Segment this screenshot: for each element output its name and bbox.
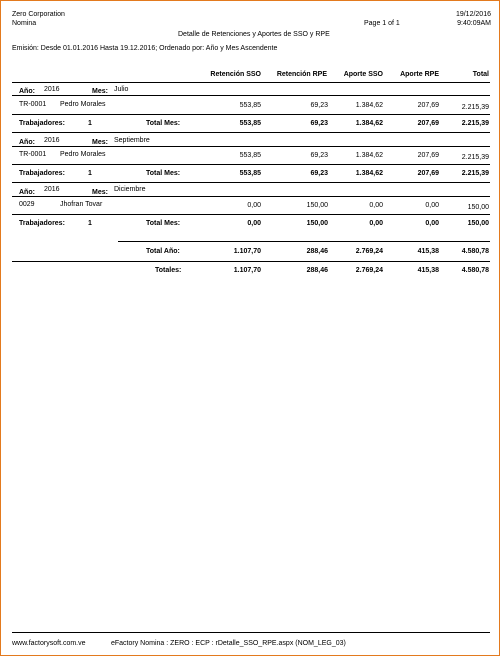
group-divider: [12, 95, 490, 96]
company-name: Zero Corporation: [12, 11, 65, 18]
cell-aporte-sso: 1.384,62: [355, 152, 383, 159]
month-total-retencion-rpe: 69,23: [310, 120, 328, 127]
month-total-aporte-rpe: 0,00: [425, 220, 439, 227]
cell-aporte-rpe: 0,00: [425, 202, 439, 209]
grand-total-retencion-sso: 1.107,70: [233, 267, 261, 274]
grand-total: 4.580,78: [461, 267, 489, 274]
year-total-retencion-rpe: 288,46: [306, 248, 328, 255]
cell-retencion-sso: 553,85: [239, 152, 261, 159]
month-total-retencion-sso: 0,00: [247, 220, 261, 227]
total-month-label: Total Mes:: [146, 220, 181, 227]
employee-name: Jhofran Tovar: [60, 201, 103, 208]
month-total-aporte-rpe: 207,69: [417, 120, 439, 127]
group-divider: [12, 196, 490, 197]
cell-total: 2.215,39: [461, 104, 489, 111]
month-label: Mes:: [92, 139, 108, 146]
header-divider: [12, 82, 490, 83]
workers-label: Trabajadores:: [19, 170, 65, 177]
workers-count: 1: [88, 170, 92, 177]
group-end-divider: [12, 182, 490, 183]
month-label: Mes:: [92, 88, 108, 95]
row-divider: [12, 114, 490, 115]
cell-retencion-rpe: 150,00: [306, 202, 328, 209]
year-label: Año:: [19, 189, 35, 196]
row-divider: [12, 164, 490, 165]
workers-count: 1: [88, 220, 92, 227]
month-total: 150,00: [467, 220, 489, 227]
group-month: Septiembre: [114, 137, 150, 144]
module-name: Nomina: [12, 20, 37, 27]
report-time: 9:40:09AM: [457, 20, 491, 27]
cell-retencion-rpe: 69,23: [310, 102, 328, 109]
page-number: Page 1 of 1: [364, 20, 400, 27]
total-month-label: Total Mes:: [146, 120, 181, 127]
cell-total: 2.215,39: [461, 154, 489, 161]
totals-label: Totales:: [155, 267, 182, 274]
employee-code: 0029: [19, 201, 35, 208]
cell-retencion-sso: 0,00: [247, 202, 261, 209]
month-total: 2.215,39: [461, 120, 489, 127]
year-total-aporte-rpe: 415,38: [417, 248, 439, 255]
cell-aporte-rpe: 207,69: [417, 102, 439, 109]
footer-report-info: eFactory Nomina : ZERO : ECP : rDetalle_SSO_RPE.aspx (NOM_LEG_03): [111, 640, 346, 647]
grand-total-retencion-rpe: 288,46: [306, 267, 328, 274]
report-date: 19/12/2016: [455, 11, 491, 18]
col-retencion-sso: Retención SSO: [210, 71, 261, 78]
year-total-divider: [118, 241, 490, 242]
col-total: Total: [472, 71, 489, 78]
year-label: Año:: [19, 139, 35, 146]
year-label: Año:: [19, 88, 35, 95]
employee-name: Pedro Morales: [60, 101, 106, 108]
employee-code: TR-0001: [19, 101, 47, 108]
month-total-aporte-rpe: 207,69: [417, 170, 439, 177]
month-total-retencion-sso: 553,85: [239, 170, 261, 177]
col-aporte-rpe: Aporte RPE: [400, 71, 439, 78]
cell-aporte-sso: 0,00: [369, 202, 383, 209]
cell-retencion-sso: 553,85: [239, 102, 261, 109]
cell-retencion-rpe: 69,23: [310, 152, 328, 159]
col-aporte-sso: Aporte SSO: [343, 71, 383, 78]
col-retencion-rpe: Retención RPE: [276, 71, 327, 78]
month-total-retencion-rpe: 150,00: [306, 220, 328, 227]
footer-divider: [12, 632, 490, 633]
month-total-aporte-sso: 1.384,62: [355, 170, 383, 177]
month-label: Mes:: [92, 189, 108, 196]
emission-line: Emisión: Desde 01.01.2016 Hasta 19.12.2016; Ordenado por: Año y Mes Ascendente: [12, 45, 278, 52]
workers-label: Trabajadores:: [19, 120, 65, 127]
group-year: 2016: [44, 186, 60, 193]
month-total: 2.215,39: [461, 170, 489, 177]
workers-label: Trabajadores:: [19, 220, 65, 227]
employee-name: Pedro Morales: [60, 151, 106, 158]
cell-total: 150,00: [467, 204, 489, 211]
year-total-retencion-sso: 1.107,70: [233, 248, 261, 255]
employee-code: TR-0001: [19, 151, 47, 158]
row-divider: [12, 214, 490, 215]
workers-count: 1: [88, 120, 92, 127]
year-total-aporte-sso: 2.769,24: [355, 248, 383, 255]
group-year: 2016: [44, 86, 60, 93]
cell-aporte-rpe: 207,69: [417, 152, 439, 159]
month-total-retencion-rpe: 69,23: [310, 170, 328, 177]
month-total-retencion-sso: 553,85: [239, 120, 261, 127]
footer-website: www.factorysoft.com.ve: [12, 640, 86, 647]
grand-total-aporte-rpe: 415,38: [417, 267, 439, 274]
total-year-label: Total Año:: [146, 248, 180, 255]
group-month: Diciembre: [114, 186, 146, 193]
cell-aporte-sso: 1.384,62: [355, 102, 383, 109]
group-end-divider: [12, 132, 490, 133]
report-title: Detalle de Retenciones y Aportes de SSO y RPE: [178, 31, 330, 38]
total-month-label: Total Mes:: [146, 170, 181, 177]
group-divider: [12, 146, 490, 147]
grand-total-divider: [12, 261, 490, 262]
group-month: Julio: [114, 86, 129, 93]
grand-total-aporte-sso: 2.769,24: [355, 267, 383, 274]
month-total-aporte-sso: 1.384,62: [355, 120, 383, 127]
year-total: 4.580,78: [461, 248, 489, 255]
month-total-aporte-sso: 0,00: [369, 220, 383, 227]
group-year: 2016: [44, 137, 60, 144]
